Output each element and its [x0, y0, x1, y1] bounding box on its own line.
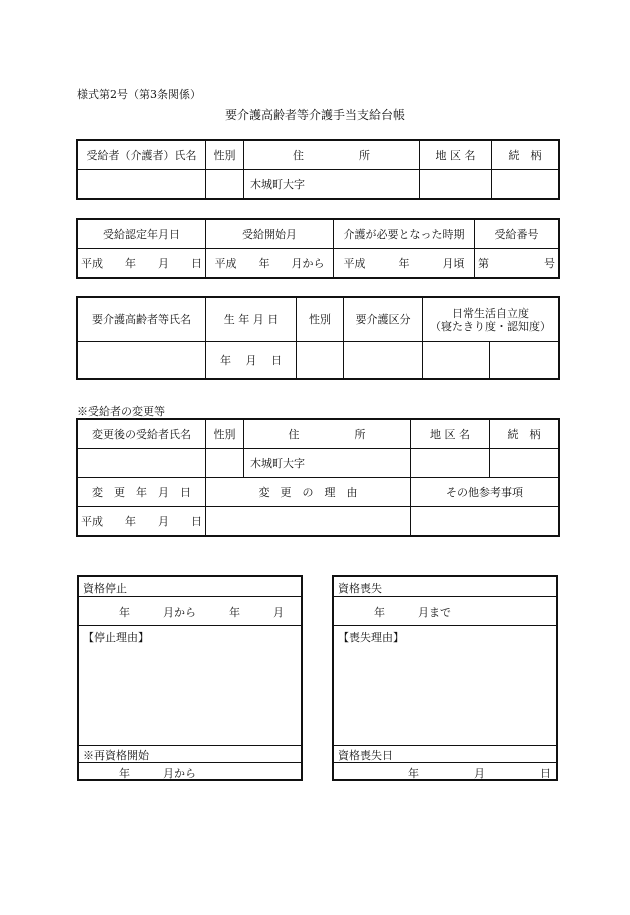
independence-header-line2: （寝たきり度・認知度）	[430, 319, 551, 333]
care-needed-header: 介護が必要となった時期	[334, 220, 475, 249]
new-recipient-name-cell[interactable]	[78, 449, 206, 478]
new-gender-header: 性別	[206, 420, 244, 449]
new-address-cell[interactable]: 木城町大字	[244, 449, 411, 478]
care-needed-cell[interactable]: 平成 年 月頃	[334, 249, 475, 278]
new-district-header: 地 区 名	[411, 420, 490, 449]
district-cell[interactable]	[420, 170, 492, 199]
restart-label: ※再資格開始	[83, 749, 149, 762]
district-header: 地 区 名	[420, 141, 492, 170]
suspension-box	[77, 575, 303, 781]
elderly-table	[77, 297, 559, 379]
recipient-table	[77, 140, 559, 199]
new-recipient-name-header: 変更後の受給者氏名	[78, 420, 206, 449]
benefit-table	[77, 219, 559, 278]
birth-date-header: 生 年 月 日	[206, 298, 297, 342]
change-reason-cell[interactable]	[206, 507, 411, 536]
elderly-gender-header: 性別	[297, 298, 344, 342]
address-header: 住 所	[244, 141, 420, 170]
benefit-number-header: 受給番号	[475, 220, 559, 249]
relation-cell[interactable]	[492, 170, 559, 199]
new-gender-cell[interactable]	[206, 449, 244, 478]
elderly-gender-cell[interactable]	[297, 342, 344, 379]
loss-box	[332, 575, 558, 781]
changes-label: ※受給者の変更等	[77, 405, 165, 418]
other-notes-header: その他参考事項	[411, 478, 559, 507]
gender-cell[interactable]	[206, 170, 244, 199]
address-cell[interactable]: 木城町大字	[244, 170, 420, 199]
form-number: 様式第2号（第3条関係）	[77, 88, 201, 101]
relation-header: 続 柄	[492, 141, 559, 170]
loss-until[interactable]: 年 月まで	[374, 606, 451, 619]
page-title: 要介護高齢者等介護手当支給台帳	[224, 108, 405, 122]
loss-title: 資格喪失	[338, 582, 382, 595]
new-relation-cell[interactable]	[490, 449, 559, 478]
suspension-reason-field[interactable]	[79, 643, 301, 743]
loss-reason-label: 【喪失理由】	[338, 631, 404, 644]
recipient-name-cell[interactable]	[78, 170, 206, 199]
suspension-title: 資格停止	[83, 582, 127, 595]
change-reason-header: 変 更 の 理 由	[206, 478, 411, 507]
care-level-header: 要介護区分	[344, 298, 423, 342]
care-level-cell[interactable]	[344, 342, 423, 379]
loss-date-label: 資格喪失日	[338, 749, 393, 762]
bedridden-level-cell[interactable]	[423, 342, 490, 379]
start-month-cell[interactable]: 平成 年 月から	[206, 249, 334, 278]
new-district-cell[interactable]	[411, 449, 490, 478]
change-date-header: 変 更 年 月 日	[78, 478, 206, 507]
suspension-reason-label: 【停止理由】	[83, 631, 149, 644]
new-address-header: 住 所	[244, 420, 411, 449]
benefit-number-cell[interactable]: 第 号	[475, 249, 559, 278]
suspension-period[interactable]: 年 月から 年 月	[119, 606, 284, 619]
dementia-level-cell[interactable]	[490, 342, 559, 379]
gender-header: 性別	[206, 141, 244, 170]
elderly-name-header: 要介護高齢者等氏名	[78, 298, 206, 342]
recipient-name-header: 受給者（介護者）氏名	[78, 141, 206, 170]
restart-value[interactable]: 年 月から	[119, 767, 196, 780]
certification-date-header: 受給認定年月日	[78, 220, 206, 249]
changes-table	[77, 419, 559, 536]
independence-header	[423, 298, 559, 342]
birth-date-cell[interactable]: 年 月 日	[206, 342, 297, 379]
loss-date-value[interactable]: 年 月 日	[408, 767, 551, 780]
certification-date-cell[interactable]: 平成 年 月 日	[78, 249, 206, 278]
start-month-header: 受給開始月	[206, 220, 334, 249]
other-notes-cell[interactable]	[411, 507, 559, 536]
loss-reason-field[interactable]	[334, 643, 556, 743]
elderly-name-cell[interactable]	[78, 342, 206, 379]
change-date-cell[interactable]: 平成 年 月 日	[78, 507, 206, 536]
independence-header-line1: 日常生活自立度	[452, 306, 529, 320]
new-relation-header: 続 柄	[490, 420, 559, 449]
